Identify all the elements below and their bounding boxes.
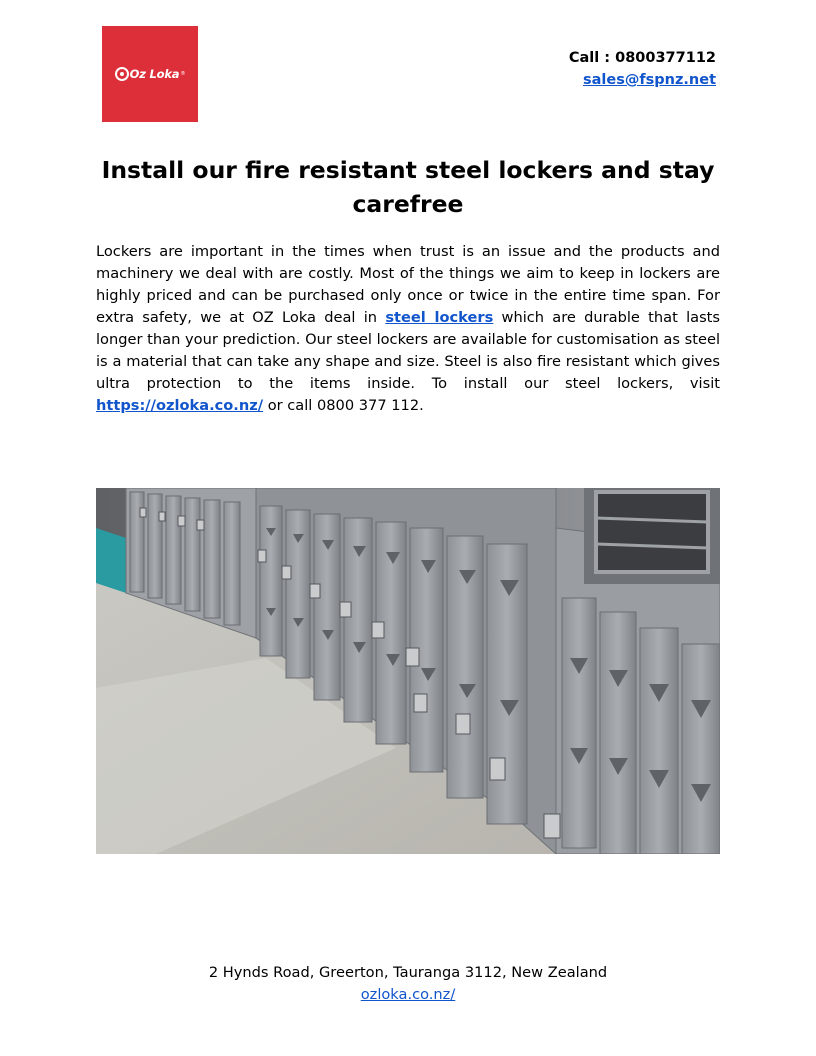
logo xyxy=(102,26,198,122)
email-link[interactable]: sales@fspnz.net xyxy=(582,72,716,88)
paragraph-text-2: which are durable that lasts longer than your prediction. Our steel lockers are available for customisation as steel is a material that can take any shape and size. Steel is also fire resistant which gives ultra protection to the items inside. To install our steel lockers, visit xyxy=(96,309,720,392)
body-paragraph xyxy=(96,241,720,417)
paragraph-text-1: Lockers are important in the times when trust is an issue and the products and machinery we deal with are costly. Most of the things we aim to keep in lockers are highly priced and can be purchased only once or twice in the entire time span. For extra safety, we at OZ Loka deal in xyxy=(96,243,720,326)
logo-text: Oz Loka xyxy=(129,67,180,81)
footer xyxy=(0,962,816,1006)
steel-lockers-photo xyxy=(96,488,720,854)
phone-line: Call : 0800377112 xyxy=(568,50,716,66)
footer-website-link[interactable]: ozloka.co.nz/ xyxy=(360,986,456,1003)
page-title: Install our fire resistant steel lockers and stay carefree xyxy=(101,156,715,218)
contact-block xyxy=(569,47,716,91)
footer-address: 2 Hynds Road, Greerton, Tauranga 3112, New Zealand xyxy=(208,964,608,981)
ozloka-website-link[interactable]: https://ozloka.co.nz/ xyxy=(96,397,264,414)
logo-registered-mark: ® xyxy=(180,71,186,77)
paragraph-text-3: or call 0800 377 112. xyxy=(263,397,424,414)
logo-ring-icon xyxy=(115,67,129,81)
lockers-illustration xyxy=(96,488,720,854)
logo-wordmark xyxy=(115,67,186,81)
steel-lockers-link[interactable]: steel lockers xyxy=(385,309,494,326)
